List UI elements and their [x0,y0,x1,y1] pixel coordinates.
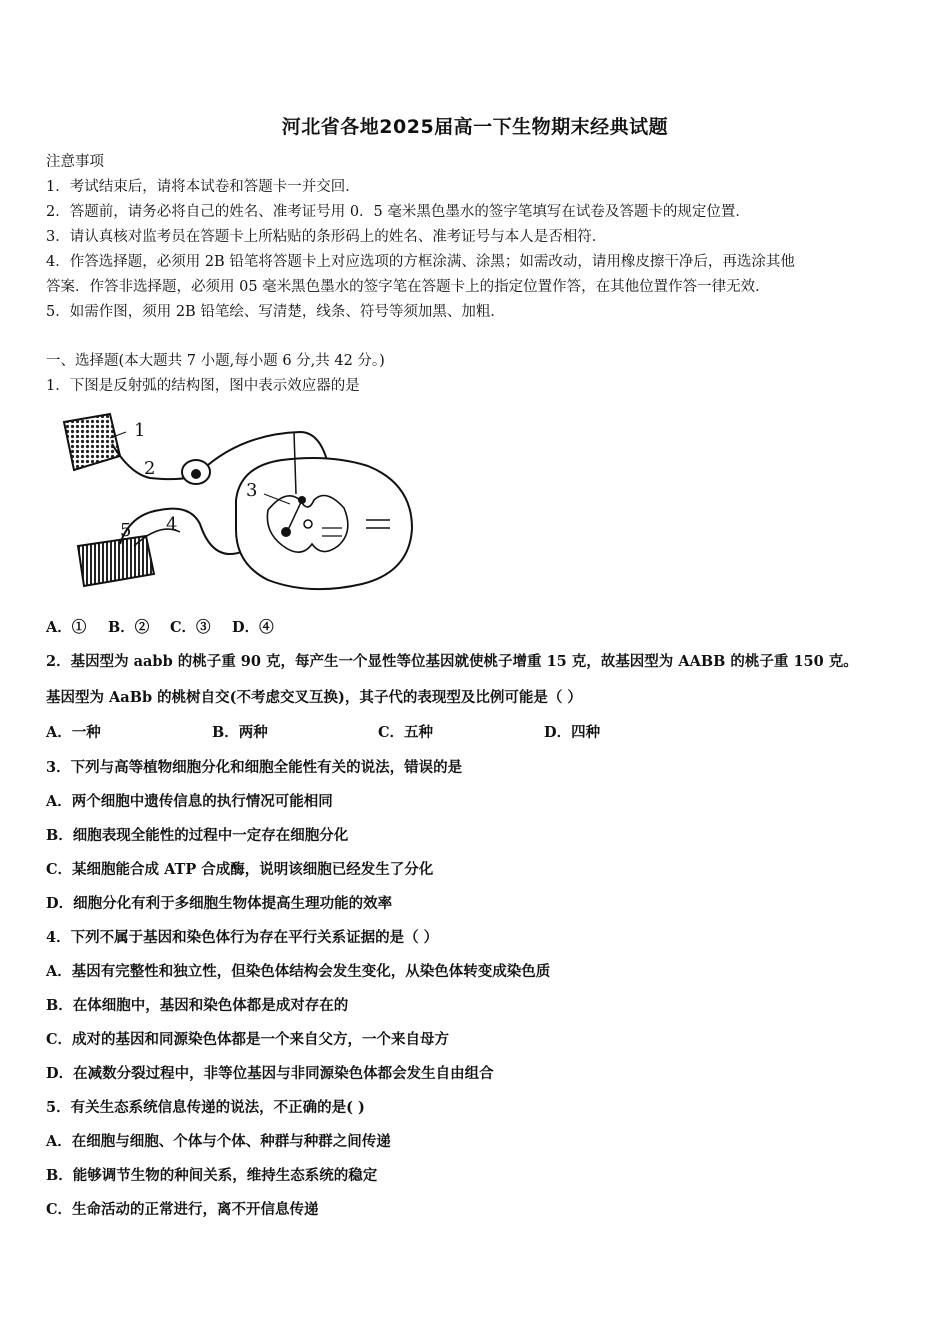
option-b: B．能够调节生物的种间关系，维持生态系统的稳定 [46,1167,378,1184]
notice-item: 2．答题前，请务必将自己的姓名、准考证号用 0．5 毫米黑色墨水的签字笔填写在试卷及答题卡的规定位置． [46,204,750,220]
diagram-label: 5 [120,520,132,541]
option-d: D．④ [232,619,274,636]
question-1-options [46,618,274,638]
option-b: B．细胞表现全能性的过程中一定存在细胞分化 [46,827,349,844]
notice-item: 1．考试结束后，请将本试卷和答题卡一并交回． [46,179,360,195]
diagram-label: 4 [166,514,178,535]
diagram-label: 1 [134,420,146,441]
reflex-arc-diagram [50,404,430,604]
question-4-stem: 4．下列不属于基因和染色体行为存在平行关系证据的是（ ） [46,929,439,946]
option-a: A．两个细胞中遗传信息的执行情况可能相同 [46,793,333,810]
option-a: A．① [46,619,87,636]
option-b: B．② [108,619,150,636]
option-a: A．一种 [46,724,101,741]
notice-item: 3．请认真核对监考员在答题卡上所粘贴的条形码上的姓名、准考证号与本人是否相符． [46,229,607,245]
question-3-stem: 3．下列与高等植物细胞分化和细胞全能性有关的说法，错误的是 [46,759,463,776]
question-2-options [46,723,600,743]
notice-item: 4．作答选择题，必须用 2B 铅笔将答题卡上对应选项的方框涂满、涂黑；如需改动，请用橡皮擦干净后，再选涂其他 [46,254,795,270]
option-a: A．基因有完整性和独立性，但染色体结构会发生变化，从染色体转变成染色质 [46,963,551,980]
option-c: C．成对的基因和同源染色体都是一个来自父方，一个来自母方 [46,1031,450,1048]
question-2-stem: 2．基因型为 aabb 的桃子重 90 克，每产生一个显性等位基因就使桃子增重 15 克，故基因型为 AABB 的桃子重 150 克。 [46,653,858,670]
option-c: C．生命活动的正常进行，离不开信息传递 [46,1201,319,1218]
diagram-label: 2 [144,458,156,479]
question-5-stem: 5．有关生态系统信息传递的说法，不正确的是( ) [46,1099,365,1116]
section-heading: 一、选择题(本大题共 7 小题,每小题 6 分,共 42 分。) [46,353,385,369]
notice-item: 答案．作答非选择题，必须用 05 毫米黑色墨水的签字笔在答题卡上的指定位置作答，在其他位置作答一律无效． [46,279,770,295]
option-d: D．四种 [544,724,601,741]
option-a: A．在细胞与细胞、个体与个体、种群与种群之间传递 [46,1133,391,1150]
diagram-label: 3 [246,480,258,501]
notice-item: 5．如需作图，须用 2B 铅笔绘、写清楚，线条、符号等须加黑、加粗． [46,304,505,320]
option-d: D．在减数分裂过程中，非等位基因与非同源染色体都会发生自由组合 [46,1065,494,1082]
option-d: D．细胞分化有利于多细胞生物体提高生理功能的效率 [46,895,393,912]
question-1-stem: 1．下图是反射弧的结构图，图中表示效应器的是 [46,378,360,394]
option-c: C．③ [170,619,211,636]
notice-heading: 注意事项 [46,154,104,170]
option-c: C．某细胞能合成 ATP 合成酶，说明该细胞已经发生了分化 [46,861,434,878]
option-b: B．在体细胞中，基因和染色体都是成对存在的 [46,997,349,1014]
page-title: 河北省各地2025届高一下生物期末经典试题 [281,116,669,138]
option-b: B．两种 [212,724,268,741]
option-c: C．五种 [378,724,434,741]
question-2-stem-continued: 基因型为 AaBb 的桃树自交(不考虑交叉互换)，其子代的表现型及比例可能是（ ） [46,689,582,706]
